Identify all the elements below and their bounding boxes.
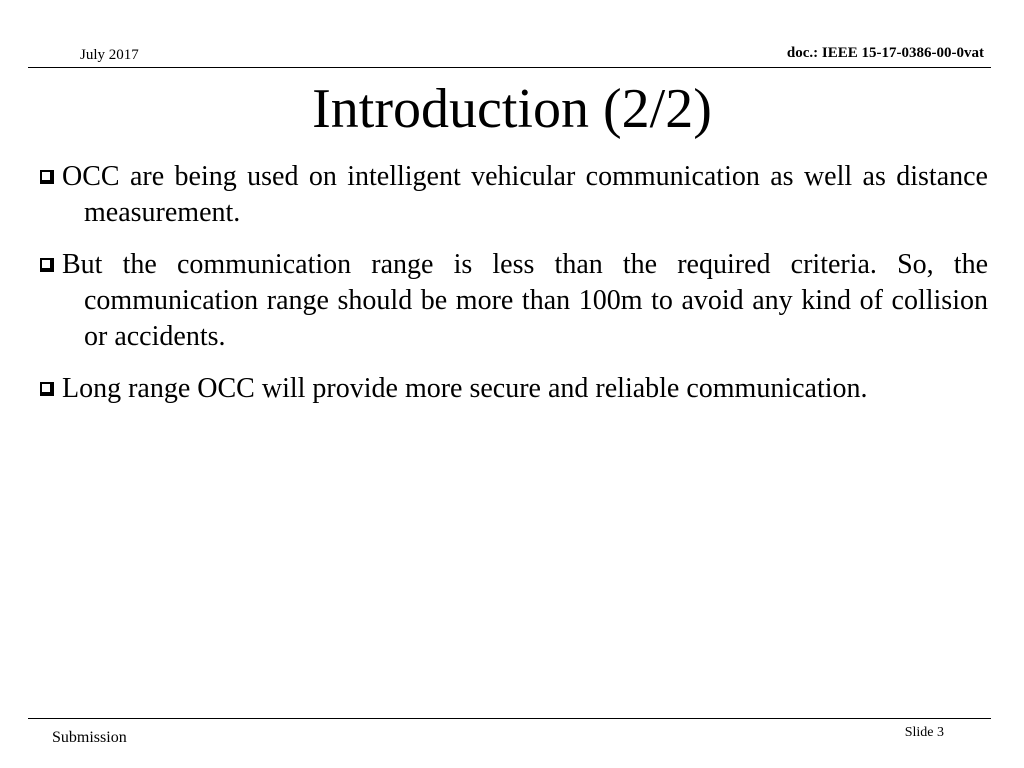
square-bullet-icon — [40, 258, 54, 272]
footer-divider — [28, 718, 991, 719]
slide-title: Introduction (2/2) — [312, 78, 712, 140]
square-bullet-icon — [40, 382, 54, 396]
bullet-text: Long range OCC will provide more secure and reliable communication. — [62, 373, 868, 404]
bullet-list — [40, 159, 988, 423]
bullet-text: OCC are being used on intelligent vehicular communication as well as distance measurement. — [62, 161, 988, 228]
bullet-item — [40, 247, 988, 355]
bullet-item — [40, 159, 988, 231]
square-bullet-icon — [40, 170, 54, 184]
slide-number: Slide 3 — [904, 725, 944, 740]
header-divider — [28, 67, 991, 68]
footer-submission: Submission — [52, 729, 127, 746]
header-doc-id: doc.: IEEE 15-17-0386-00-0vat — [786, 45, 984, 61]
header-date: July 2017 — [80, 47, 139, 63]
bullet-item — [40, 371, 988, 407]
bullet-text: But the communication range is less than the required criteria. So, the communication range should be more than 100m to avoid any kind of collision or accidents. — [62, 249, 988, 352]
